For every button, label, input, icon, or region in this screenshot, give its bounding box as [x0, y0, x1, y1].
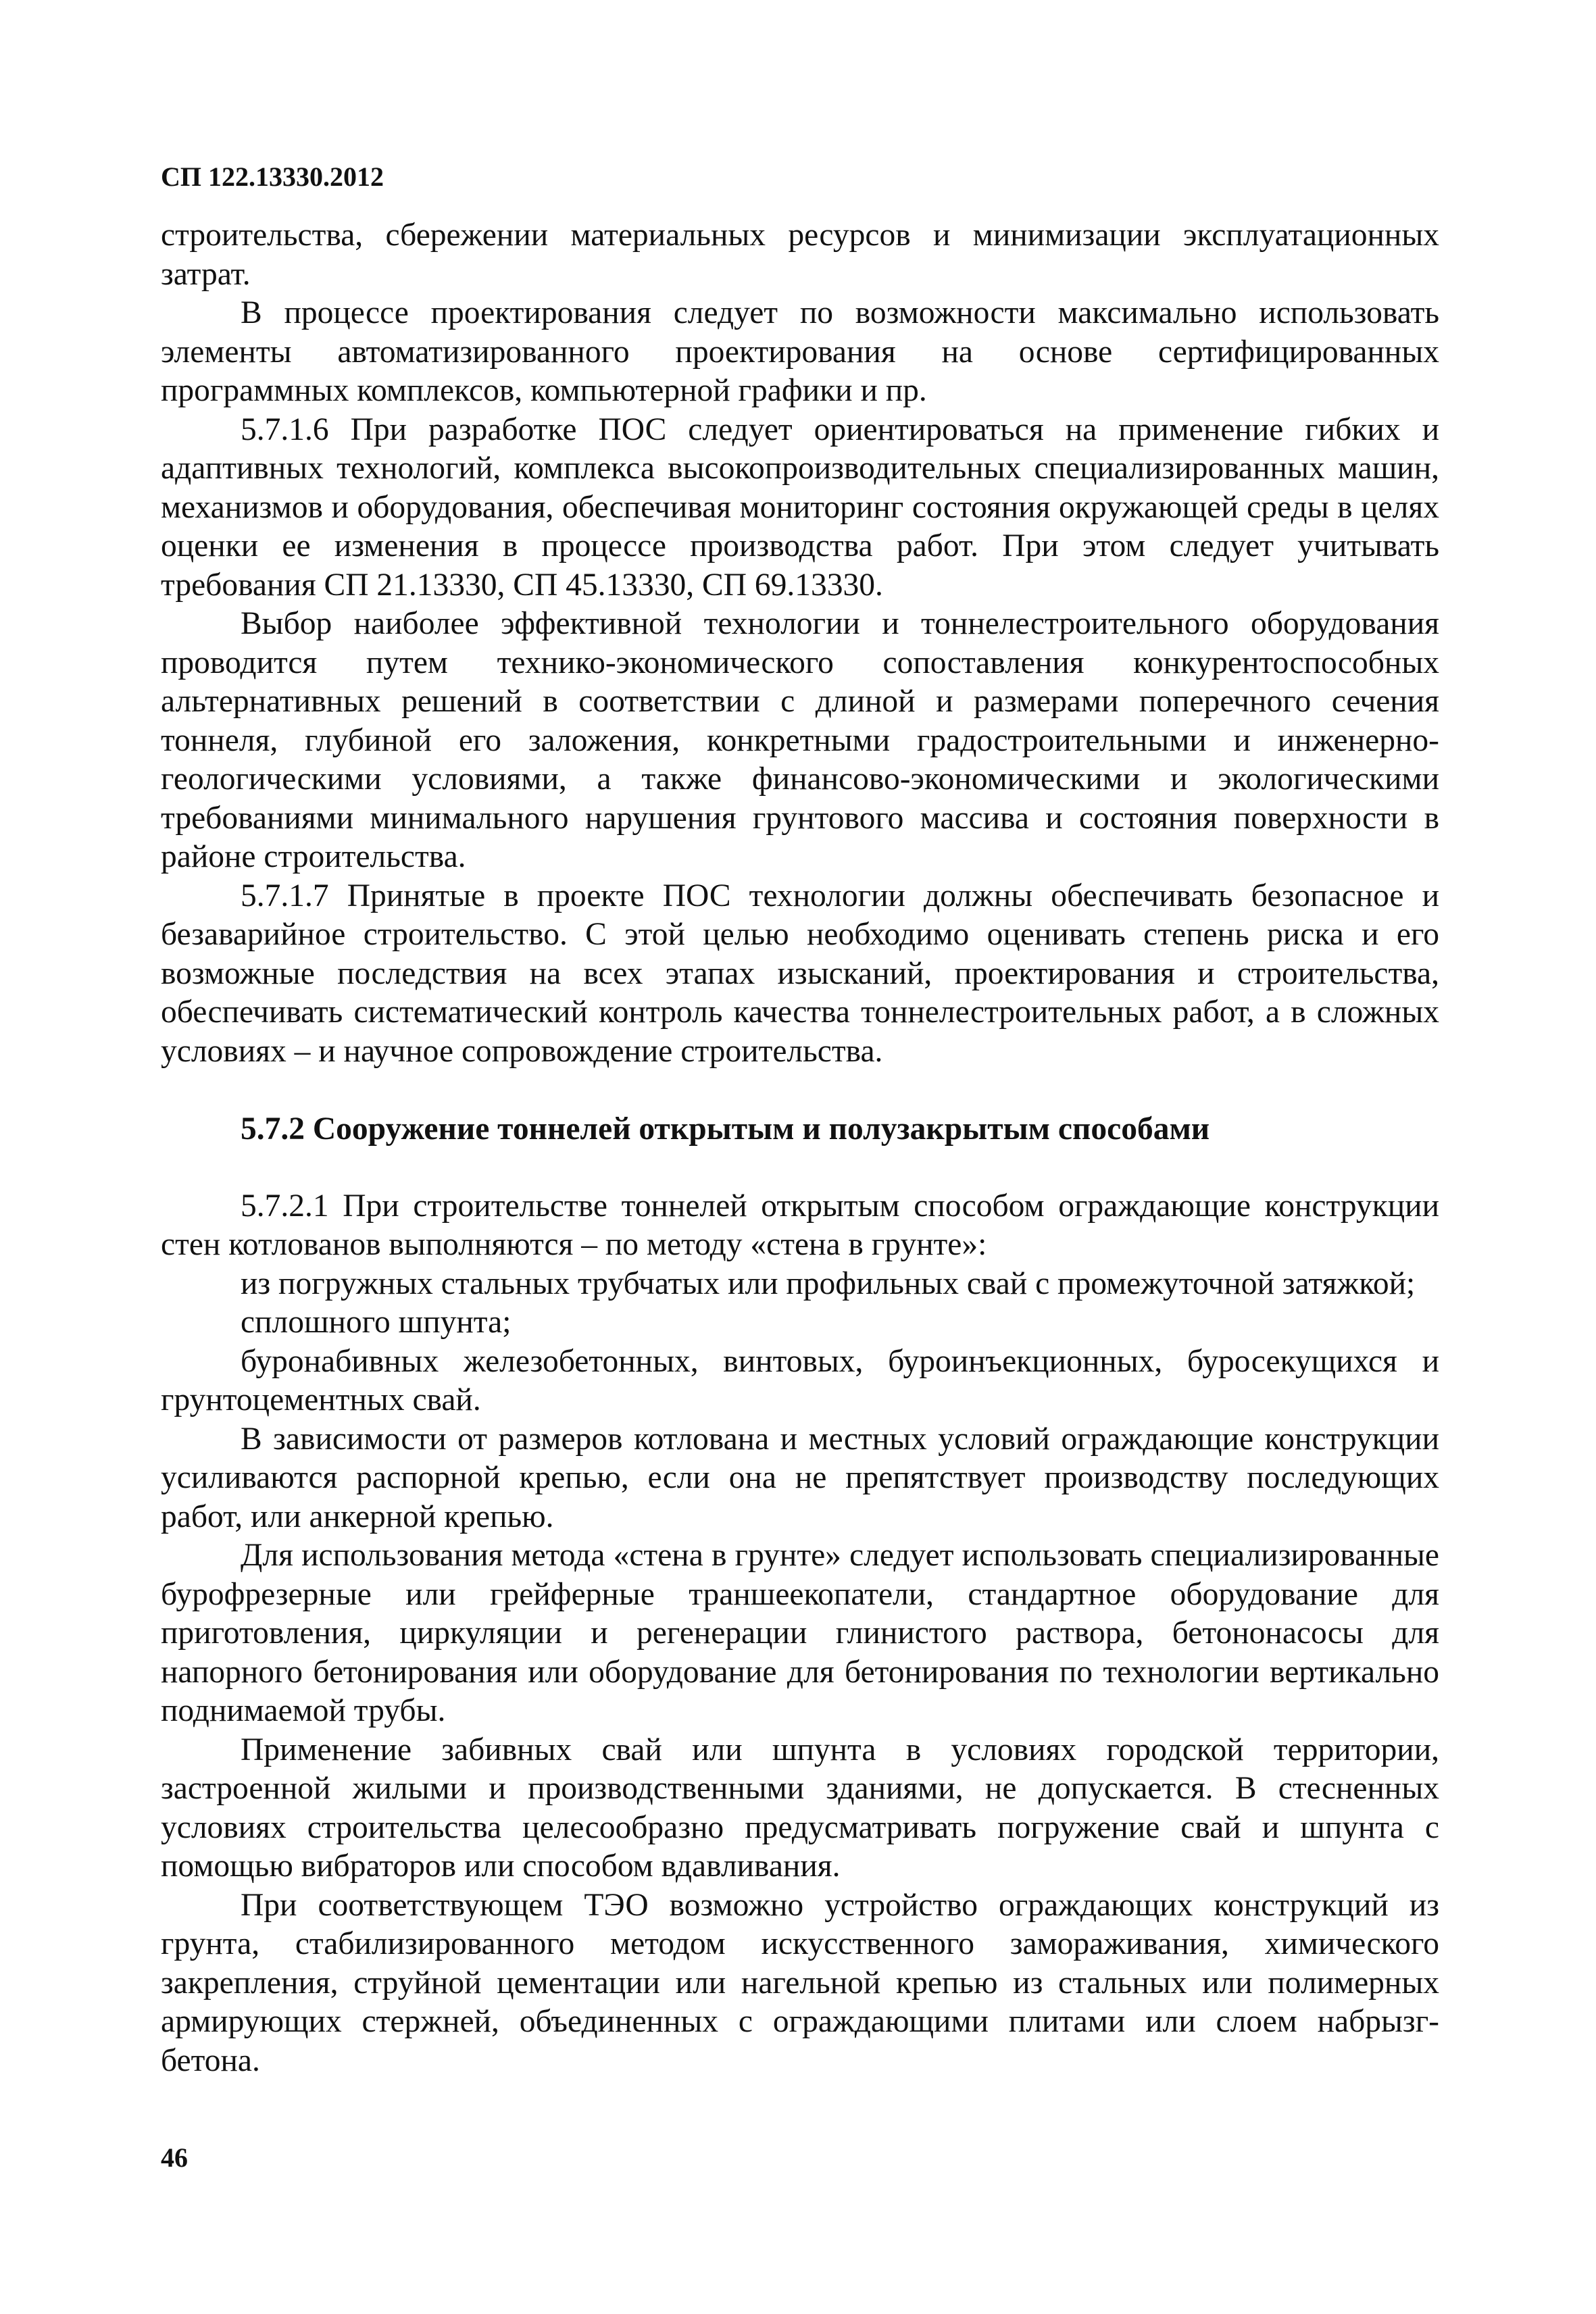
- paragraph: В процессе проектирования следует по возможности максимально использовать элементы автоматизированного проектирования на основе сертифицированных программных комплексов, компьютерной графики и пр.: [161, 295, 1439, 408]
- paragraph: строительства, сбережении материальных ресурсов и минимизации эксплуатационных затрат.: [161, 218, 1439, 292]
- paragraph: Применение забивных свай или шпунта в условиях городской территории, застроенной жилыми и производственными зданиями, не допускается. В стесненных условиях строительства целесообразно предусматривать погружение свай и шпунта с помощью вибраторов или способом вдавливания.: [161, 1732, 1439, 1884]
- paragraph: из погружных стальных трубчатых или профильных свай с промежуточной затяжкой;: [241, 1265, 1416, 1301]
- paragraph: 5.7.1.7 Принятые в проекте ПОС технологии должны обеспечивать безопасное и безаварийное строительство. С этой целью необходимо оценивать степень риска и его возможные последствия на всех этапах изысканий, проектирования и строительства, обеспечивать систематический контроль качества тоннелестроительных работ, а в сложных условиях – и научное сопровождение строительства.: [161, 878, 1439, 1069]
- paragraph: сплошного шпунта;: [241, 1305, 512, 1340]
- document-code: СП 122.13330.2012: [161, 161, 384, 192]
- section-heading: 5.7.2 Сооружение тоннелей открытым и полузакрытым способами: [241, 1111, 1210, 1147]
- paragraph: Выбор наиболее эффективной технологии и тоннелестроительного оборудования проводится путем технико-экономического сопоставления конкурентоспособных альтернативных решений в соответствии с длиной и размерами поперечного сечения тоннеля, глубиной его заложения, конкретными градостроительными и инженерно-геологическими условиями, а также финансово-экономическими и экологическими требованиями минимального нарушения грунтового массива и состояния поверхности в районе строительства.: [161, 606, 1439, 874]
- page-number: 46: [161, 2142, 188, 2173]
- paragraph: При соответствующем ТЭО возможно устройство ограждающих конструкций из грунта, стабилизированного методом искусственного замораживания, химического закрепления, струйной цементации или нагельной крепью из стальных или полимерных армирующих стержней, объединенных с ограждающими плитами или слоем набрызг-бетона.: [161, 1887, 1439, 2078]
- document-body: [161, 216, 1439, 2080]
- paragraph: 5.7.1.6 При разработке ПОС следует ориентироваться на применение гибких и адаптивных технологий, комплекса высокопроизводительных специализированных машин, механизмов и оборудования, обеспечивая мониторинг состояния окружающей среды в целях оценки ее изменения в процессе производства работ. При этом следует учитывать требования СП 21.13330, СП 45.13330, СП 69.13330.: [161, 411, 1439, 603]
- paragraph: 5.7.2.1 При строительстве тоннелей открытым способом ограждающие конструкции стен котлованов выполняются – по методу «стена в грунте»:: [161, 1188, 1439, 1262]
- paragraph: Для использования метода «стена в грунте» следует использовать специализированные бурофрезерные или грейферные траншеекопатели, стандартное оборудование для приготовления, циркуляции и регенерации глинистого раствора, бетононасосы для напорного бетонирования или оборудование для бетонирования по технологии вертикально поднимаемой трубы.: [161, 1538, 1439, 1728]
- paragraph: В зависимости от размеров котлована и местных условий ограждающие конструкции усиливаются распорной крепью, если она не препятствует производству последующих работ, или анкерной крепью.: [161, 1421, 1439, 1534]
- paragraph: буронабивных железобетонных, винтовых, буроинъекционных, буросекущихся и грунтоцементных свай.: [161, 1343, 1439, 1417]
